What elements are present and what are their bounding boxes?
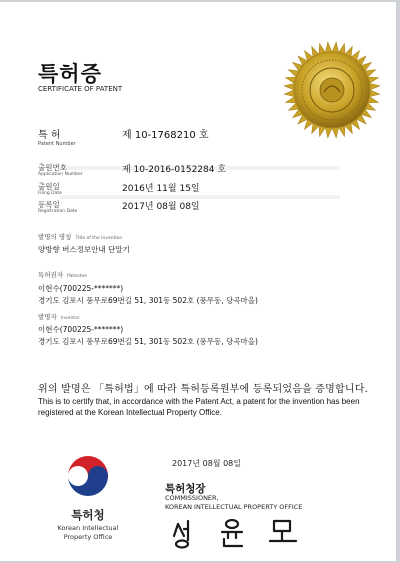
- inventor-label-en: Inventor: [60, 316, 80, 321]
- invention-title-value: 양방향 버스정보안내 단말기: [38, 245, 130, 254]
- commissioner-title-ko: 특허청장: [165, 483, 206, 495]
- patent-number-value: 제 10-1768210 호: [122, 130, 209, 141]
- patentee-address: 경기도 김포시 풍무로69번길 51, 301동 502호 (풍무동, 당곡마을): [38, 296, 258, 305]
- office-name-en-line-1: Korean Intellectual: [57, 524, 119, 532]
- application-number-label: 출원번호: [38, 163, 67, 172]
- office-name-ko: 특허청: [71, 508, 105, 522]
- registration-date-label-en: Registration Date: [38, 209, 78, 214]
- issue-date: 2017년 08월 08일: [172, 459, 241, 468]
- invention-title-label: [38, 232, 122, 241]
- application-number-label-en: Application Number: [38, 172, 83, 177]
- right-edge: [396, 0, 400, 563]
- inventor-label-ko: 발명자: [38, 313, 57, 321]
- registration-date-label: 등록일: [38, 200, 60, 209]
- commissioner-title-en-2: KOREAN INTELLECTUAL PROPERTY OFFICE: [165, 503, 303, 511]
- patentee-label: [38, 270, 87, 279]
- watermark-band: [60, 192, 340, 205]
- filing-date-value: 2016년 11월 15일: [122, 184, 200, 194]
- patent-number-label-en: Patent Number: [38, 141, 76, 147]
- certification-statement-ko: 위의 발명은 「특허법」에 따라 특허등록원부에 등록되었음을 증명합니다.: [38, 384, 368, 395]
- inventor-address: 경기도 김포시 풍무로69번길 51, 301동 502호 (풍무동, 당곡마을): [38, 337, 258, 346]
- kipo-taeguk-logo-icon: [62, 450, 114, 502]
- certification-statement-en: This is to certify that, in accordance with the Patent Act, a patent for the invention has been registered at the Korean Intellectual Property Office.: [38, 397, 360, 417]
- patentee-label-ko: 특허권자: [38, 271, 64, 279]
- application-number-value: 제 10-2016-0152284 호: [122, 165, 227, 175]
- invention-title-label-en: Title of the Invention: [75, 236, 123, 241]
- invention-title-label-ko: 발명의 명칭: [38, 233, 72, 241]
- commissioner-title-en-1: COMMISSIONER,: [165, 494, 219, 502]
- certificate-title: 특허증: [38, 62, 102, 86]
- top-edge: [0, 0, 400, 2]
- registration-date-value: 2017년 08월 08일: [122, 202, 200, 212]
- patentee-name: 이현수(700225-*******): [38, 284, 124, 293]
- inventor-name: 이현수(700225-*******): [38, 325, 124, 334]
- office-name-en: [40, 524, 136, 542]
- filing-date-label: 출원일: [38, 182, 60, 191]
- patent-number-label: 특 허: [38, 130, 61, 141]
- commissioner-signature: [170, 516, 320, 550]
- certificate-subtitle: CERTIFICATE OF PATENT: [38, 85, 123, 93]
- patentee-label-en: Patentee: [67, 274, 88, 279]
- filing-date-label-en: Filing Date: [38, 191, 62, 196]
- inventor-label: [38, 312, 80, 321]
- office-name-en-line-2: Property Office: [63, 533, 113, 541]
- gold-seal-icon: [282, 40, 382, 140]
